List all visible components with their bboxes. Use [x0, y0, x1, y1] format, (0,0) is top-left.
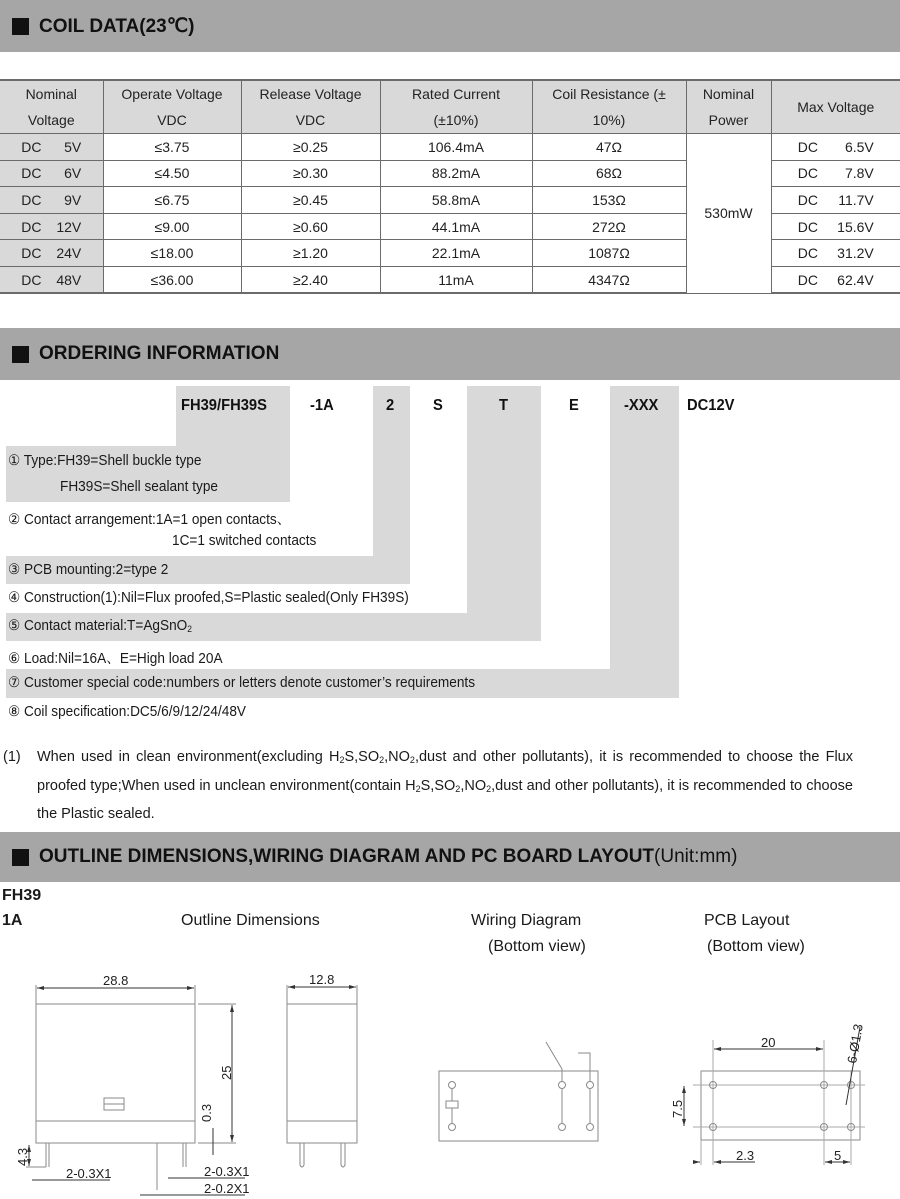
wiring-diagram: [439, 1042, 598, 1141]
cell-nominal-voltage: DC 6V: [0, 160, 103, 187]
pcb-bottom-view-label: (Bottom view): [707, 938, 805, 955]
dim-pcb-row: 7.5: [670, 1099, 685, 1118]
cell-max-voltage: DC 15.6V: [771, 213, 900, 240]
ordering-line-coil: ⑧ Coil specification:DC5/6/9/12/24/48V: [8, 704, 247, 720]
cell-max-voltage: DC 62.4V: [771, 266, 900, 293]
code-construction: S: [433, 397, 443, 414]
header-max-voltage: Max Voltage: [771, 80, 900, 134]
coil-data-table: [0, 79, 900, 294]
pcb-layout-label: PCB Layout: [704, 912, 790, 929]
cell-resistance: 153Ω: [532, 187, 686, 214]
cell-current: 22.1mA: [380, 240, 532, 267]
square-bullet-icon: [12, 849, 29, 866]
cell-resistance: 1087Ω: [532, 240, 686, 267]
code-contact-material: T: [499, 397, 508, 414]
cell-resistance: 68Ω: [532, 160, 686, 187]
header-nominal-power: Nominal Power: [686, 80, 771, 134]
code-load: E: [569, 397, 579, 414]
cell-operate: ≤6.75: [103, 187, 241, 214]
cell-nominal-voltage: DC 48V: [0, 266, 103, 293]
dim-pcb-span: 20: [761, 1035, 776, 1050]
section-title: COIL DATA(23℃): [39, 15, 195, 37]
cell-release: ≥0.45: [241, 187, 380, 214]
footnote-number: (1): [3, 749, 21, 765]
ordering-line-type-2: FH39S=Shell sealant type: [60, 479, 218, 495]
header-operate-voltage: Operate Voltage VDC: [103, 80, 241, 134]
cell-current: 58.8mA: [380, 187, 532, 214]
header-nominal-voltage: Nominal Voltage: [0, 80, 103, 134]
code-type: FH39/FH39S: [181, 397, 267, 414]
cell-nominal-voltage: DC 24V: [0, 240, 103, 267]
material-code-highlight: [467, 386, 541, 641]
dim-pcb-offset: 2.3: [736, 1148, 755, 1163]
wiring-diagram-label: Wiring Diagram: [471, 912, 582, 929]
cell-nominal-voltage: DC 12V: [0, 213, 103, 240]
wiring-bottom-view-label: (Bottom view): [488, 938, 586, 955]
coil-data-header: [0, 0, 900, 52]
code-coil-spec: DC12V: [687, 397, 735, 414]
cell-operate: ≤3.75: [103, 134, 241, 161]
dim-gap: 0.3: [199, 1103, 214, 1122]
header-coil-resistance: Coil Resistance (± 10%): [532, 80, 686, 134]
cell-max-voltage: DC 7.8V: [771, 160, 900, 187]
header-rated-current: Rated Current (±10%): [380, 80, 532, 134]
square-bullet-icon: [12, 18, 29, 35]
section-title: OUTLINE DIMENSIONS,WIRING DIAGRAM AND PC BOARD LAYOUT(Unit:mm): [39, 846, 738, 867]
cell-operate: ≤36.00: [103, 266, 241, 293]
ordering-info-header: [0, 328, 900, 380]
footnote: [3, 745, 853, 828]
ordering-line-custom: ⑦ Customer special code:numbers or letters denote customer’s requirements: [8, 675, 476, 691]
cell-nominal-voltage: DC 5V: [0, 134, 103, 161]
dim-pin-length: 4.3: [15, 1147, 30, 1166]
cell-current: 44.1mA: [380, 213, 532, 240]
cell-operate: ≤9.00: [103, 213, 241, 240]
table-header-row: [0, 80, 900, 134]
cell-release: ≥2.40: [241, 266, 380, 293]
ordering-line-type: ① Type:FH39=Shell buckle type: [8, 453, 202, 469]
cell-max-voltage: DC 31.2V: [771, 240, 900, 267]
cell-nominal-voltage: DC 9V: [0, 187, 103, 214]
ordering-line-contact: ② Contact arrangement:1A=1 open contacts、: [8, 512, 291, 528]
footnote-text: When used in clean environment(excluding $H_2S,SO_2,NO_2,dust$ and other pollutants), it is recommended to choose the Flux proofed type;When used in unclean environment(contain $H_2S,SO_2,NO_2,dust$ and other pollutants), it is recommended to choose the Plastic sealed.: [37, 749, 853, 822]
ordering-line-pcb: ③ PCB mounting:2=type 2: [8, 562, 169, 578]
cell-release: ≥0.25: [241, 134, 380, 161]
cell-resistance: 4347Ω: [532, 266, 686, 293]
cell-current: 11mA: [380, 266, 532, 293]
dim-pcb-holes: 6-Ø1.3: [844, 1022, 866, 1065]
dim-pcb-pitch: 5: [834, 1148, 842, 1163]
variant-label: 1A: [2, 912, 23, 929]
code-custom: -XXX: [624, 397, 659, 414]
cell-nominal-power: 530mW: [686, 134, 771, 294]
cell-release: ≥1.20: [241, 240, 380, 267]
technical-drawings: [0, 960, 900, 1199]
dim-pin-b: 2-0.3X1: [204, 1164, 250, 1179]
ordering-line-material: ⑤ Contact material:T=AgSnO$_2$: [8, 618, 192, 634]
cell-current: 88.2mA: [380, 160, 532, 187]
table-row: [0, 134, 900, 161]
cell-max-voltage: DC 6.5V: [771, 134, 900, 161]
cell-operate: ≤4.50: [103, 160, 241, 187]
cell-max-voltage: DC 11.7V: [771, 187, 900, 214]
section-title: ORDERING INFORMATION: [39, 343, 280, 364]
custom-code-highlight: [610, 386, 679, 698]
header-release-voltage: Release Voltage VDC: [241, 80, 380, 134]
front-view-outline: [26, 985, 236, 1190]
cell-release: ≥0.60: [241, 213, 380, 240]
dim-height: 25: [219, 1065, 234, 1080]
dim-pin-c: 2-0.2X1: [204, 1181, 250, 1196]
cell-operate: ≤18.00: [103, 240, 241, 267]
ordering-line-load: ⑥ Load:Nil=16A、E=High load 20A: [8, 651, 223, 667]
dim-pin-a: 2-0.3X1: [66, 1166, 112, 1181]
outline-dimensions-label: Outline Dimensions: [181, 912, 320, 929]
dim-depth: 12.8: [309, 972, 335, 987]
dim-width: 28.8: [103, 973, 129, 988]
side-view-outline: [287, 985, 357, 1167]
cell-resistance: 272Ω: [532, 213, 686, 240]
cell-release: ≥0.30: [241, 160, 380, 187]
code-contact-arrangement: -1A: [310, 397, 334, 414]
ordering-line-construction: ④ Construction(1):Nil=Flux proofed,S=Plastic sealed(Only FH39S): [8, 590, 409, 606]
cell-resistance: 47Ω: [532, 134, 686, 161]
ordering-line-contact-2: 1C=1 switched contacts: [172, 533, 317, 549]
outline-dimensions-header: [0, 832, 900, 882]
code-pcb-mounting: 2: [386, 397, 395, 414]
square-bullet-icon: [12, 346, 29, 363]
cell-current: 106.4mA: [380, 134, 532, 161]
pcb-code-highlight: [373, 386, 410, 584]
pcb-layout-diagram: [693, 1040, 865, 1165]
model-label: FH39: [2, 887, 42, 904]
